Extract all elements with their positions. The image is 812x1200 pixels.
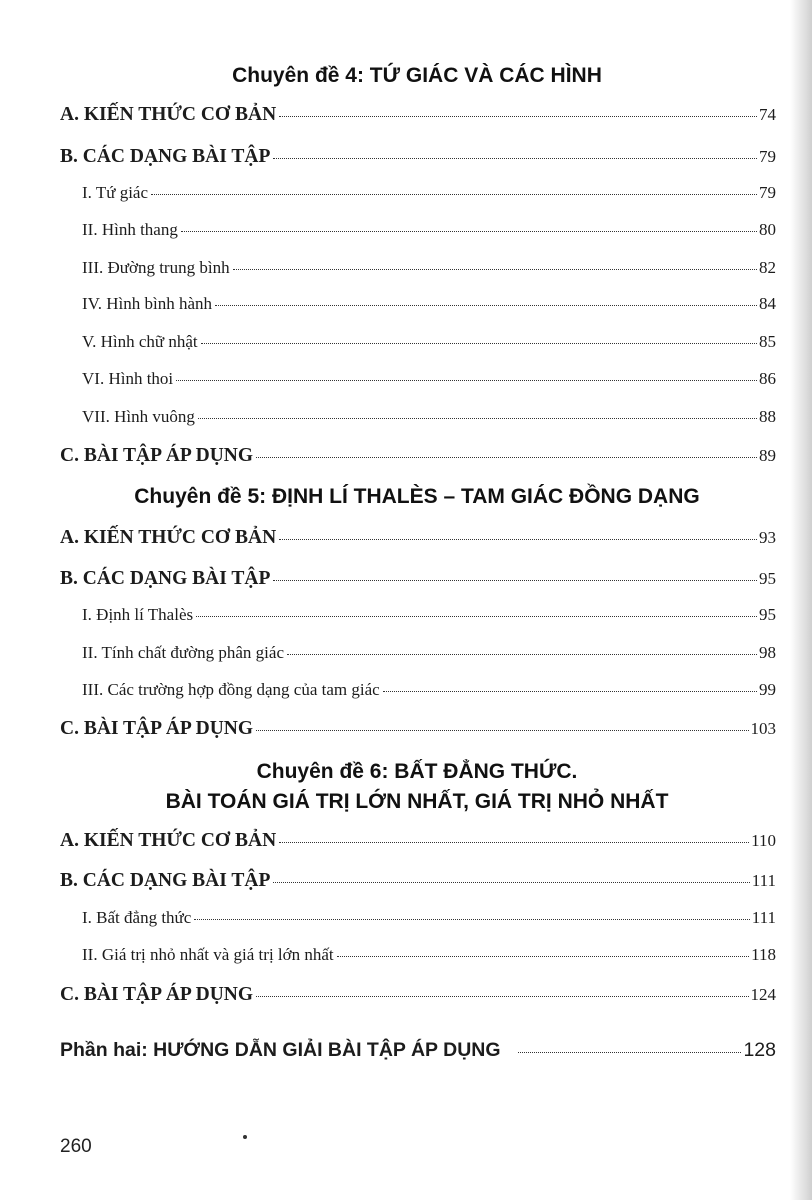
toc-entry-label: I. Tứ giác (82, 183, 149, 202)
toc-entry-page: 124 (750, 985, 776, 1004)
section-5-title: Chuyên đề 5: ĐỊNH LÍ THALÈS – TAM GIÁC ĐỒNG DẠNG (134, 485, 700, 508)
dot-leader (196, 616, 757, 617)
toc-entry-label: B. CÁC DẠNG BÀI TẬP (60, 146, 271, 167)
toc-entry-label: I. Định lí Thalès (82, 605, 194, 624)
dot-leader (518, 1052, 742, 1053)
dot-leader (273, 580, 757, 581)
dot-leader (181, 231, 757, 232)
toc-entry-page: 86 (759, 369, 776, 388)
toc-entry-6b-i[interactable] (82, 908, 776, 928)
toc-entry-6b[interactable] (60, 870, 776, 892)
toc-entry-page: 88 (759, 407, 776, 426)
toc-entry-page: 99 (759, 680, 776, 699)
dot-leader (256, 730, 748, 731)
toc-entry-page: 79 (759, 183, 776, 202)
toc-entry-page: 110 (751, 831, 776, 850)
toc-entry-label: III. Đường trung bình (82, 258, 230, 277)
dot-leader (273, 882, 749, 883)
toc-entry-6b-ii[interactable] (82, 945, 776, 965)
toc-entry-page: 85 (759, 332, 776, 351)
toc-entry-label: B. CÁC DẠNG BÀI TẬP (60, 568, 271, 589)
toc-entry-5b-i[interactable] (82, 605, 776, 625)
toc-entry-page: 128 (743, 1039, 776, 1061)
toc-entry-label: II. Giá trị nhỏ nhất và giá trị lớn nhất (82, 945, 334, 964)
toc-entry-label: B. CÁC DẠNG BÀI TẬP (60, 870, 271, 891)
toc-entry-page: 111 (751, 908, 776, 927)
toc-entry-label: A. KIẾN THỨC CƠ BẢN (60, 104, 277, 125)
toc-entry-label: C. BÀI TẬP ÁP DỤNG (60, 445, 254, 466)
dot-leader (256, 996, 748, 997)
toc-entry-page: 80 (759, 220, 776, 239)
toc-entry-5c[interactable] (60, 718, 776, 740)
toc-entry-page: 118 (751, 945, 776, 964)
toc-entry-4b-iv[interactable] (82, 294, 776, 314)
toc-entry-page: 74 (759, 105, 776, 124)
toc-entry-4a[interactable] (60, 104, 776, 126)
dot-leader (215, 305, 757, 306)
dot-leader (151, 194, 757, 195)
section-6-title-line-1: Chuyên đề 6: BẤT ĐẲNG THỨC. (256, 760, 578, 783)
toc-entry-label: VI. Hình thoi (82, 369, 174, 388)
toc-entry-4b-v[interactable] (82, 332, 776, 352)
toc-entry-label: I. Bất đẳng thức (82, 908, 192, 927)
toc-entry-label: IV. Hình bình hành (82, 294, 213, 313)
toc-entry-label: A. KIẾN THỨC CƠ BẢN (60, 830, 277, 851)
toc-entry-page: 79 (759, 147, 776, 166)
toc-entry-page: 95 (759, 605, 776, 624)
toc-entry-label: C. BÀI TẬP ÁP DỤNG (60, 718, 254, 739)
print-speck (243, 1135, 247, 1139)
dot-leader (287, 654, 757, 655)
toc-entry-label: III. Các trường hợp đồng dạng của tam giác (82, 680, 380, 699)
dot-leader (279, 116, 757, 117)
toc-entry-label: V. Hình chữ nhật (82, 332, 198, 351)
dot-leader (337, 956, 749, 957)
toc-entry-page: 95 (759, 569, 776, 588)
page-number: 260 (60, 1136, 92, 1157)
toc-entry-4c[interactable] (60, 445, 776, 467)
toc-entry-part-two[interactable] (60, 1039, 776, 1062)
toc-entry-page: 103 (750, 719, 776, 738)
section-4-title: Chuyên đề 4: TỨ GIÁC VÀ CÁC HÌNH (232, 64, 602, 87)
dot-leader (273, 158, 757, 159)
toc-entry-5b-ii[interactable] (82, 643, 776, 663)
toc-entry-page: 111 (751, 871, 776, 890)
dot-leader (383, 691, 757, 692)
toc-entry-4b-iii[interactable] (82, 258, 776, 278)
toc-entry-4b-vi[interactable] (82, 369, 776, 389)
toc-entry-label: II. Hình thang (82, 220, 178, 239)
toc-entry-5b[interactable] (60, 568, 776, 590)
toc-entry-page: 93 (759, 528, 776, 547)
dot-leader (198, 418, 757, 419)
toc-entry-4b-i[interactable] (82, 183, 776, 203)
toc-entry-label: VII. Hình vuông (82, 407, 195, 426)
toc-entry-4b-ii[interactable] (82, 220, 776, 240)
dot-leader (176, 380, 757, 381)
toc-entry-label: Phần hai: HƯỚNG DẪN GIẢI BÀI TẬP ÁP DỤNG (60, 1039, 501, 1061)
toc-entry-5a[interactable] (60, 527, 776, 549)
toc-entry-page: 89 (759, 446, 776, 465)
dot-leader (233, 269, 757, 270)
toc-entry-5b-iii[interactable] (82, 680, 776, 700)
dot-leader (194, 919, 749, 920)
dot-leader (256, 457, 757, 458)
section-6-title-line-2: BÀI TOÁN GIÁ TRỊ LỚN NHẤT, GIÁ TRỊ NHỎ NHẤT (165, 790, 669, 813)
toc-entry-page: 84 (759, 294, 776, 313)
toc-entry-6c[interactable] (60, 984, 776, 1006)
toc-entry-label: II. Tính chất đường phân giác (82, 643, 284, 662)
toc-entry-4b-vii[interactable] (82, 407, 776, 427)
dot-leader (279, 539, 757, 540)
toc-entry-label: A. KIẾN THỨC CƠ BẢN (60, 527, 277, 548)
dot-leader (201, 343, 757, 344)
toc-entry-4b[interactable] (60, 146, 776, 168)
toc-entry-6a[interactable] (60, 830, 776, 852)
dot-leader (279, 842, 749, 843)
toc-entry-page: 98 (759, 643, 776, 662)
toc-entry-page: 82 (759, 258, 776, 277)
toc-entry-label: C. BÀI TẬP ÁP DỤNG (60, 984, 254, 1005)
